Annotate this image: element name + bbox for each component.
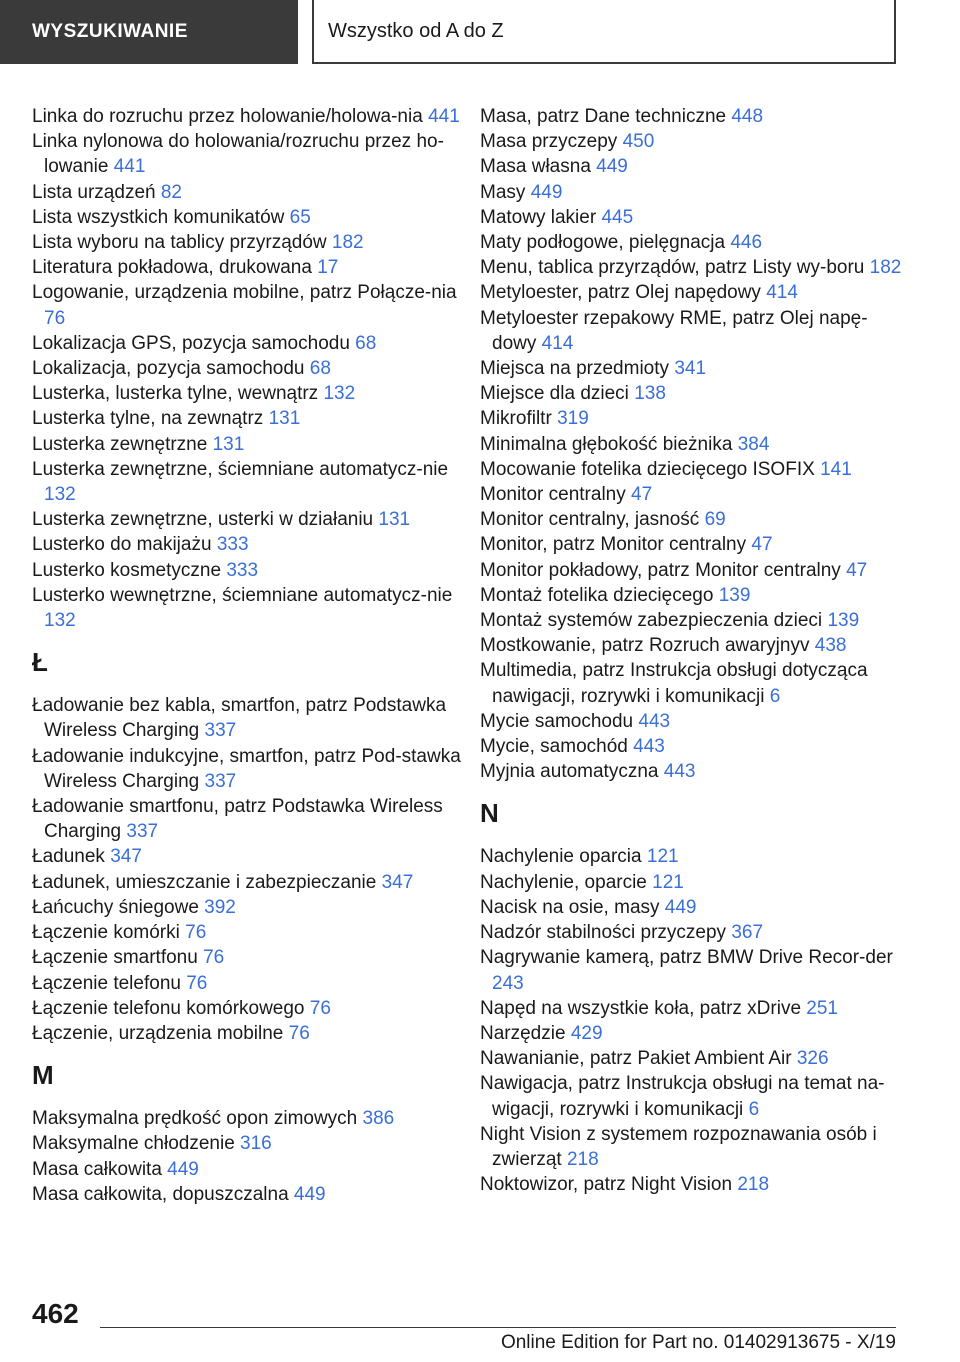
index-entry [480,1071,910,1121]
index-entry [32,583,462,633]
section-tab: WYSZUKIWANIE [0,0,298,64]
index-page-link[interactable]: 138 [634,383,666,405]
index-entry [32,920,462,945]
index-page-link[interactable]: 68 [355,332,377,354]
index-entry [480,709,910,734]
index-entry-text: Lusterka tylne, na zewnątrz [32,408,264,430]
index-entry-text: Metyloester rzepakowy RME, patrz Olej napę‐dowy [480,307,868,354]
index-letter-heading: M [32,1060,54,1091]
index-entry [480,255,910,280]
index-page-link[interactable]: 326 [796,1048,829,1070]
edition-note: Online Edition for Part no. 01402913675 - X/19 [500,1332,896,1353]
index-letter-heading: Ł [32,647,48,678]
index-page-link[interactable]: 141 [820,458,852,480]
index-entry [480,1021,910,1046]
index-page-link[interactable]: 429 [570,1022,603,1044]
index-page-link[interactable]: 76 [185,922,207,944]
index-entry [480,154,910,179]
index-entry-text: Mostkowanie, patrz Rozruch awaryjnyv [480,635,810,657]
index-entry [480,482,910,507]
index-entry [480,230,910,255]
index-entry [32,406,462,431]
index-entry-text: Napęd na wszystkie koła, patrz xDrive [480,997,802,1019]
index-entry [480,1122,910,1172]
index-entry [480,895,910,920]
index-page-link[interactable]: 182 [869,257,902,279]
index-page-link[interactable]: 319 [557,408,589,430]
index-entry-text: Łączenie, urządzenia mobilne [32,1022,284,1044]
index-page-link[interactable]: 47 [751,534,773,556]
index-entry [32,1182,462,1207]
index-page-link[interactable]: 445 [601,206,634,228]
index-page-link[interactable]: 132 [323,383,356,405]
index-entry [32,1131,462,1156]
index-entry [32,794,462,844]
index-entry [480,432,910,457]
index-entry [32,129,462,179]
index-entry [32,693,462,743]
index-entry-text: Nachylenie, oparcie [480,871,647,893]
index-entry [32,381,462,406]
index-entry-text: Lusterko do makijażu [32,534,212,556]
index-entry-text: Łączenie telefonu [32,972,181,994]
index-entry [480,583,910,608]
index-entry-text: Lusterka zewnętrzne, ściemniane automatycz‐nie [32,458,449,480]
index-page-link[interactable]: 131 [212,433,245,455]
index-entry-text: Monitor centralny [480,484,626,506]
index-entry [32,532,462,557]
index-entry [32,945,462,970]
index-entry [32,507,462,532]
index-entry [480,104,910,129]
index-letter-heading: N [480,798,499,829]
index-page-link[interactable]: 65 [289,206,311,228]
index-page-link[interactable]: 218 [737,1174,770,1196]
index-entry-text: Nawanianie, patrz Pakiet Ambient Air [480,1048,792,1070]
index-entry-text: Masy [480,181,526,203]
index-page-link[interactable]: 337 [204,770,237,792]
index-entry-text: Łączenie komórki [32,922,180,944]
index-page-link[interactable]: 337 [204,720,237,742]
index-entry [32,558,462,583]
index-entry-text: Miejsce dla dzieci [480,383,629,405]
index-page-link[interactable]: 6 [769,685,781,707]
index-entry-text: Mycie, samochód [480,736,628,758]
index-entry [32,870,462,895]
index-entry-text: Ładowanie indukcyjne, smartfon, patrz Pod‐stawka Wireless Charging [32,745,461,792]
index-entry-text: Nachylenie oparcia [480,846,642,868]
index-entry [480,844,910,869]
index-page-link[interactable]: 243 [492,972,524,994]
index-entry-text: Noktowizor, patrz Night Vision [480,1174,733,1196]
index-entry [480,129,910,154]
index-page-link[interactable]: 69 [704,509,726,531]
index-entry-text: Maksymalne chłodzenie [32,1133,235,1155]
index-entry [32,1106,462,1131]
section-title: Wszystko od A do Z [312,0,896,64]
index-entry-text: Masa, patrz Dane techniczne [480,106,727,127]
index-entry [32,356,462,381]
index-entry-text: Masa całkowita, dopuszczalna [32,1183,289,1205]
index-entry [480,356,910,381]
index-page-link[interactable]: 76 [44,307,66,329]
index-entry [480,180,910,205]
index-page-link[interactable]: 76 [203,947,225,969]
index-entry-text: Masa własna [480,156,591,178]
index-entry-text: Łańcuchy śniegowe [32,896,199,918]
index-entry-text: Mocowanie fotelika dziecięcego ISOFIX [480,458,815,480]
index-page-link[interactable]: 121 [646,846,679,868]
index-entry-text: Nagrywanie kamerą, patrz BMW Drive Recor‐der [480,947,893,969]
index-page-link[interactable]: 448 [731,106,764,127]
index-entry [480,381,910,406]
index-entry-text: Monitor, patrz Monitor centralny [480,534,747,556]
index-entry-text: Lusterka, lusterka tylne, wewnątrz [32,383,319,405]
index-entry [480,608,910,633]
index-entry [480,734,910,759]
index-page-link[interactable]: 443 [663,761,696,783]
index-page-link[interactable]: 438 [814,635,847,657]
index-entry [32,457,462,507]
index-entry-text: Lusterko wewnętrzne, ściemniane automatycz‐nie [32,584,453,606]
index-page-link[interactable]: 76 [288,1022,310,1044]
index-entry-text: Myjnia automatyczna [480,761,659,783]
index-page-link[interactable]: 333 [226,559,259,581]
index-entry [480,996,910,1021]
index-page-link[interactable]: 218 [566,1148,599,1170]
index-entry [32,1157,462,1182]
index-page-link[interactable]: 182 [331,232,364,254]
index-page-link[interactable]: 367 [731,922,764,944]
index-entry-text: Nadzór stabilności przyczepy [480,922,727,944]
index-page-link[interactable]: 441 [113,156,146,178]
index-entry-text: Monitor pokładowy, patrz Monitor centralny [480,559,841,581]
index-page-link[interactable]: 131 [378,509,411,531]
index-page-link[interactable]: 449 [664,896,697,918]
index-entry-text: Lusterka zewnętrzne [32,433,208,455]
index-page-link[interactable]: 443 [638,710,671,732]
index-entry [32,280,462,330]
index-page-link[interactable]: 47 [846,559,868,581]
index-entry [32,744,462,794]
index-entry-text: Nawigacja, patrz Instrukcja obsługi na temat na‐wigacji, rozrywki i komunikacji [480,1073,885,1120]
index-entry-text: Lista wyboru na tablicy przyrządów [32,232,327,254]
index-page-link[interactable]: 76 [186,972,208,994]
index-page-link[interactable]: 441 [428,106,460,127]
index-entry-text: Monitor centralny, jasność [480,509,700,531]
index-entry [32,230,462,255]
index-entry [480,1172,910,1197]
index-page-link[interactable]: 6 [748,1098,760,1120]
index-entry [480,1046,910,1071]
index-entry [32,255,462,280]
index-page-link[interactable]: 132 [44,484,76,506]
index-page-link[interactable]: 251 [806,997,838,1019]
index-entry-text: Ładowanie smartfonu, patrz Podstawka Wireless Charging [32,796,443,843]
index-page-link[interactable]: 443 [633,736,665,758]
index-page-link[interactable]: 414 [766,282,798,304]
index-entry [480,658,910,708]
index-entry-text: Literatura pokładowa, drukowana [32,257,312,279]
index-entry [480,945,910,995]
index-entry [32,104,462,129]
index-entry-text: Lokalizacja, pozycja samochodu [32,358,305,380]
index-entry-text: Matowy lakier [480,206,597,228]
index-page-link[interactable]: 76 [309,997,331,1019]
index-entry-text: Lokalizacja GPS, pozycja samochodu [32,332,350,354]
index-entry-text: Multimedia, patrz Instrukcja obsługi dotycząca nawigacji, rozrywki i komunikacji [480,660,868,707]
index-column-right [480,104,910,1197]
index-entry-text: Ładunek, umieszczanie i zabezpieczanie [32,871,377,893]
index-page-link[interactable]: 341 [674,358,707,380]
index-entry [32,844,462,869]
index-page-link[interactable]: 131 [268,408,301,430]
index-entry-text: Menu, tablica przyrządów, patrz Listy wy‐boru [480,257,865,279]
index-entry-text: Linka nylonowa do holowania/rozruchu przez ho‐lowanie [32,131,444,178]
index-entry [32,205,462,230]
page-number: 462 [32,1298,79,1329]
index-entry-text: Metyloester, patrz Olej napędowy [480,282,761,304]
index-entry-text: Montaż systemów zabezpieczenia dzieci [480,610,823,632]
index-entry [480,280,910,305]
index-page-link[interactable]: 414 [541,332,574,354]
index-entry [480,532,910,557]
index-entry-text: Linka do rozruchu przez holowanie/holowa‐nia [32,106,423,127]
index-entry-text: Minimalna głębokość bieżnika [480,433,733,455]
index-entry-text: Narzędzie [480,1022,566,1044]
footer-divider [100,1327,896,1328]
index-entry [480,870,910,895]
index-entry-text: Lusterka zewnętrzne, usterki w działaniu [32,509,374,531]
index-entry-text: Miejsca na przedmioty [480,358,670,380]
index-entry-text: Mycie samochodu [480,710,634,732]
index-entry [480,920,910,945]
index-entry-text: Ładunek [32,846,105,868]
index-page-link[interactable]: 446 [730,232,763,254]
page-header [0,0,960,66]
index-page-link[interactable]: 386 [362,1108,395,1130]
index-page-link[interactable]: 333 [216,534,249,556]
index-page-link[interactable]: 68 [309,358,331,380]
index-page-link[interactable]: 139 [718,584,751,606]
index-page-link[interactable]: 392 [204,896,236,918]
index-entry-text: Maksymalna prędkość opon zimowych [32,1108,358,1130]
index-entry-text: Łączenie telefonu komórkowego [32,997,305,1019]
index-entry [32,331,462,356]
index-page-link[interactable]: 450 [622,131,655,153]
index-page-link[interactable]: 384 [737,433,770,455]
index-entry-text: Mikrofiltr [480,408,552,430]
index-entry-text: Masa przyczepy [480,131,618,153]
index-page-link[interactable]: 347 [110,846,142,868]
index-page-link[interactable]: 121 [652,871,684,893]
index-column-left [32,104,462,1207]
index-entry [480,633,910,658]
index-entry-text: Lista urządzeń [32,181,156,203]
index-page-link[interactable]: 132 [44,610,76,632]
index-entry [32,180,462,205]
index-entry [32,1021,462,1046]
index-entry [480,759,910,784]
index-entry-text: Logowanie, urządzenia mobilne, patrz Połącze‐nia [32,282,457,304]
index-entry [480,507,910,532]
index-page-link[interactable]: 347 [381,871,414,893]
index-entry [480,558,910,583]
index-entry-text: Lista wszystkich komunikatów [32,206,285,228]
index-page-link[interactable]: 449 [530,181,563,203]
index-entry [32,971,462,996]
index-entry-text: Lusterko kosmetyczne [32,559,222,581]
index-page-link[interactable]: 337 [126,821,159,843]
index-page-link[interactable]: 449 [167,1158,199,1180]
index-entry [480,306,910,356]
index-entry-text: Łączenie smartfonu [32,947,198,969]
index-entry-text: Nacisk na osie, masy [480,896,660,918]
index-entry-text: Masa całkowita [32,1158,162,1180]
index-entry-text: Night Vision z systemem rozpoznawania osób i zwierząt [480,1123,877,1170]
index-page-link[interactable]: 316 [240,1133,272,1155]
index-page-link[interactable]: 449 [293,1183,326,1205]
index-page-link[interactable]: 17 [317,257,339,279]
index-entry [32,895,462,920]
index-entry [480,205,910,230]
index-page-link[interactable]: 449 [596,156,628,178]
index-entry-text: Ładowanie bez kabla, smartfon, patrz Podstawka Wireless Charging [32,695,447,742]
index-entry-text: Maty podłogowe, pielęgnacja [480,232,726,254]
index-page-link[interactable]: 47 [631,484,653,506]
index-entry [32,432,462,457]
index-page-link[interactable]: 139 [827,610,860,632]
index-entry [480,406,910,431]
index-entry [480,457,910,482]
index-page-link[interactable]: 82 [160,181,182,203]
index-entry-text: Montaż fotelika dziecięcego [480,584,714,606]
index-entry [32,996,462,1021]
